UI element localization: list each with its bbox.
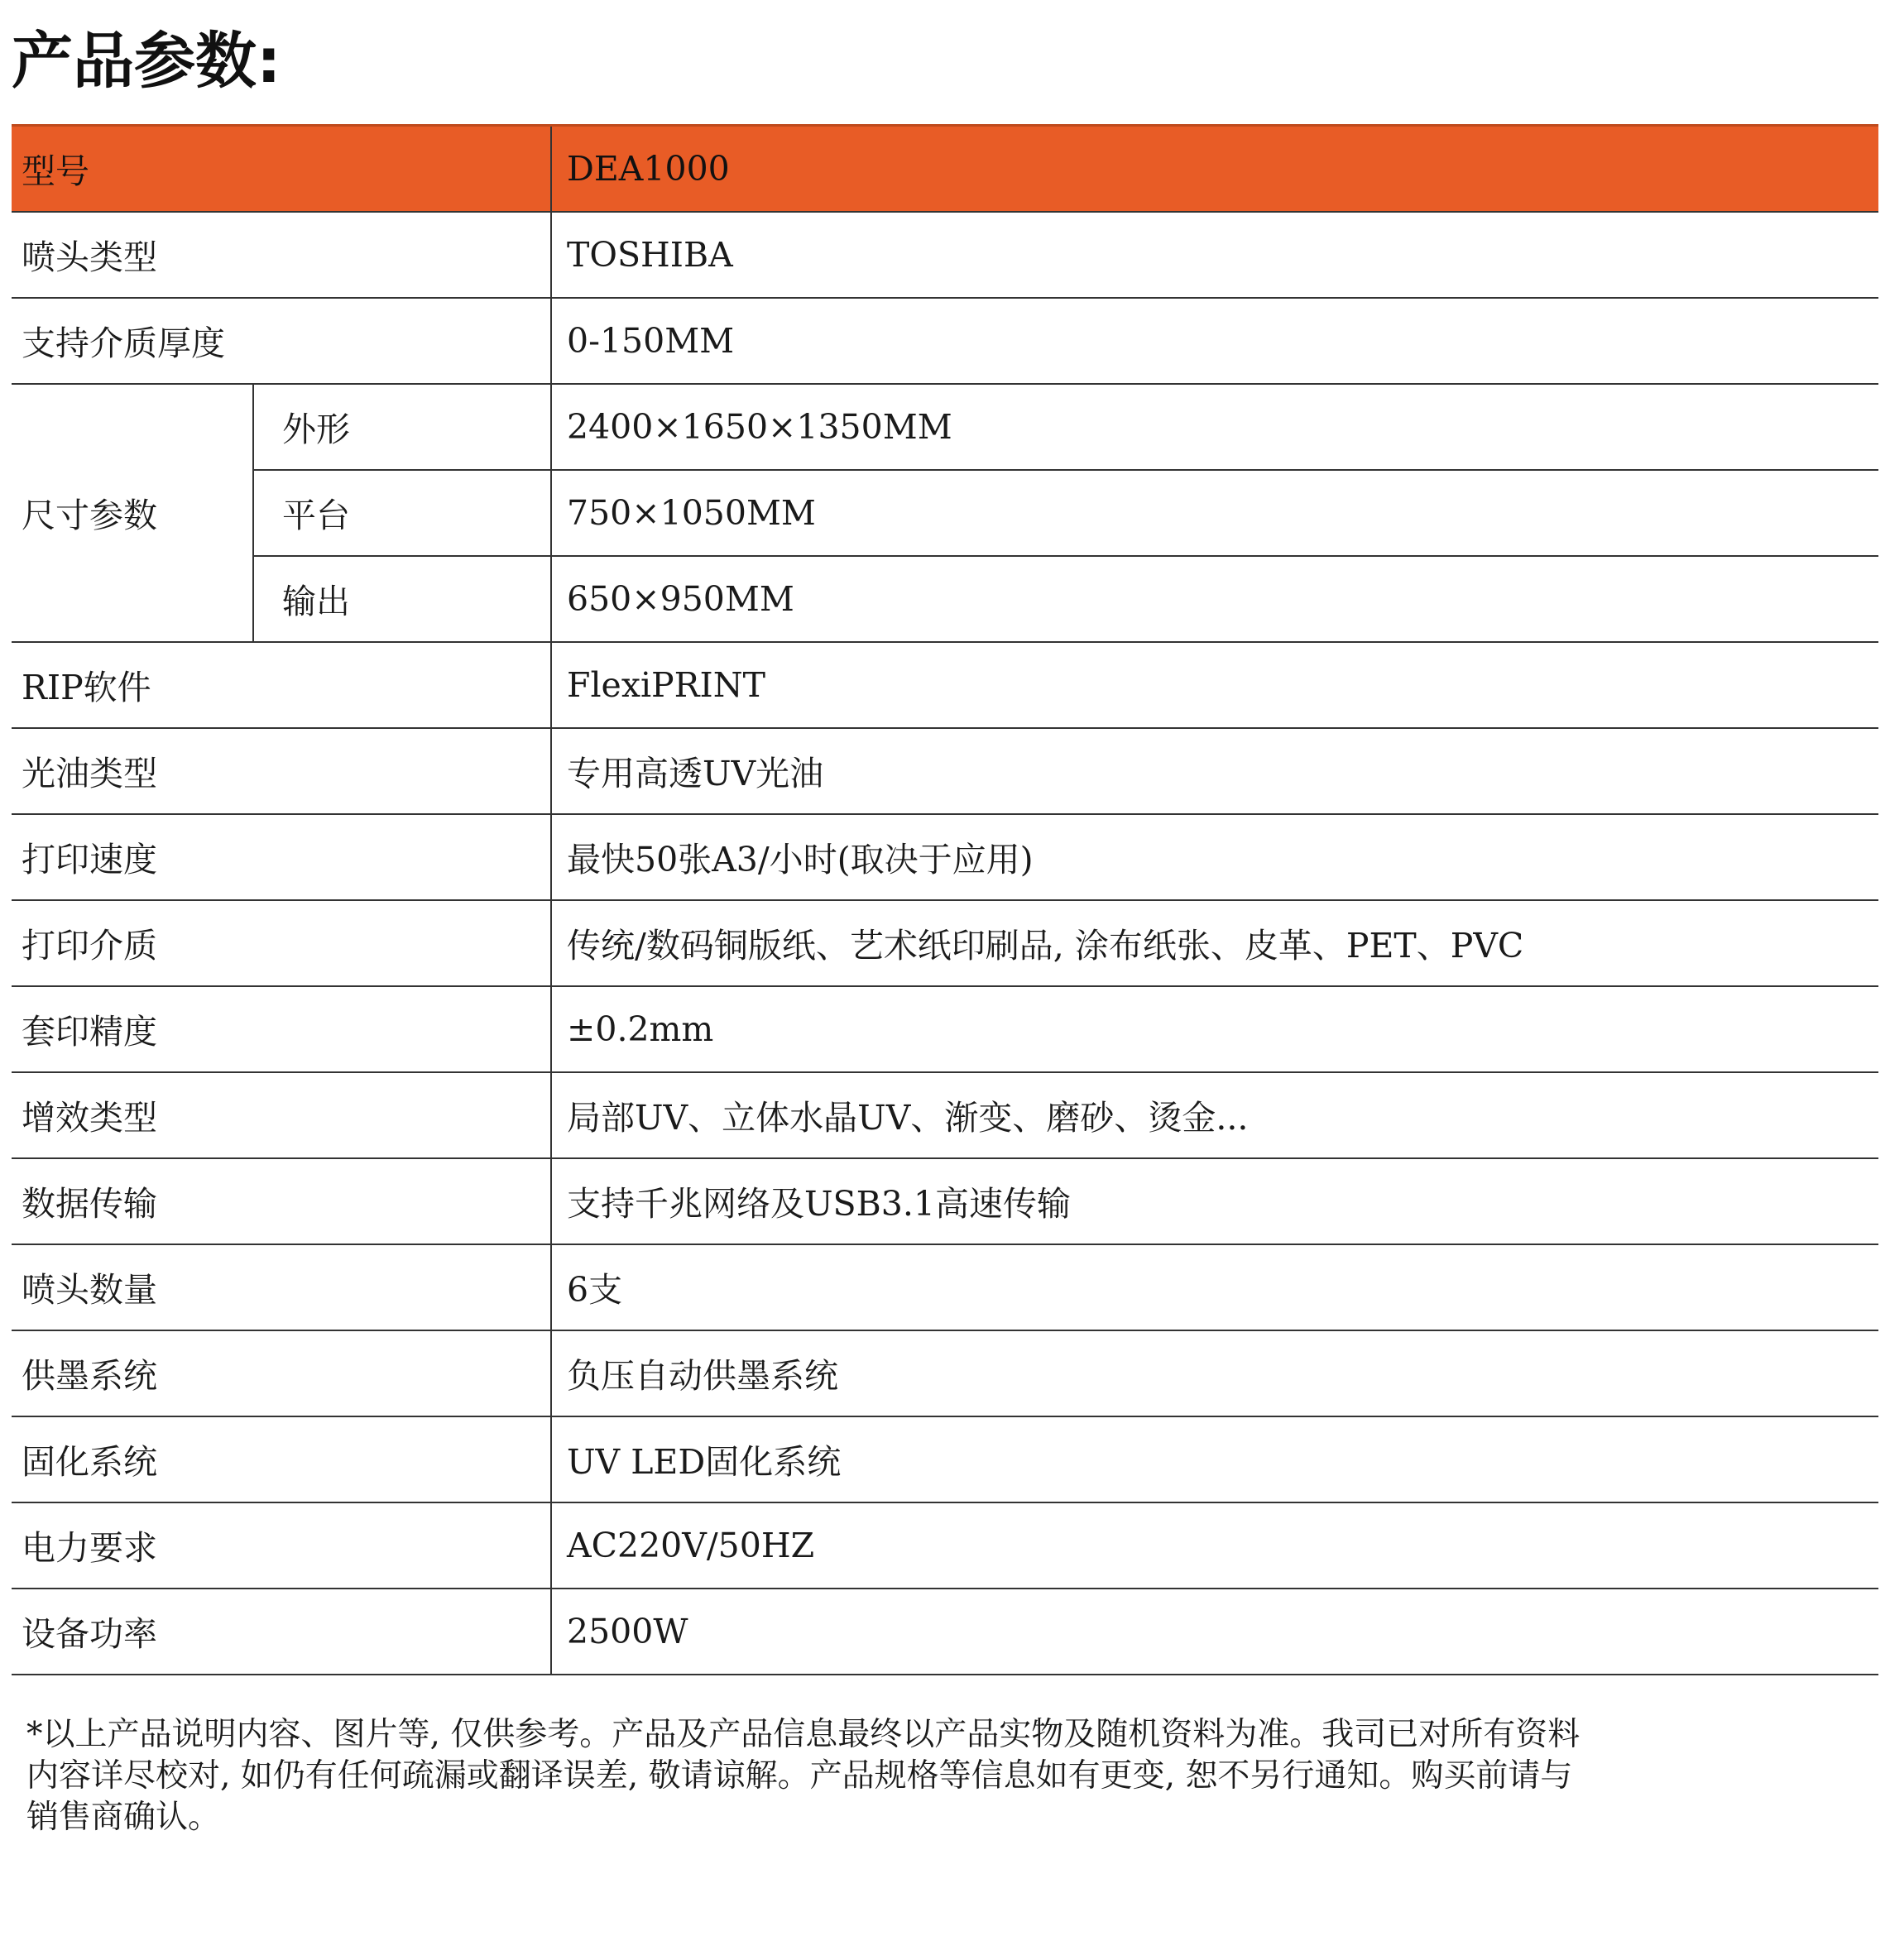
row-label: 打印速度 (12, 814, 551, 900)
table-row (12, 900, 1878, 986)
row-label: 数据传输 (12, 1158, 551, 1244)
row-value: 2400×1650×1350MM (551, 384, 1878, 470)
table-row (12, 212, 1878, 298)
row-value: 专用高透UV光油 (551, 728, 1878, 814)
header-label: 型号 (12, 126, 551, 212)
row-value: AC220V/50HZ (551, 1502, 1878, 1589)
table-row (12, 728, 1878, 814)
row-value: 传统/数码铜版纸、艺术纸印刷品, 涂布纸张、皮革、PET、PVC (551, 900, 1878, 986)
row-label: 支持介质厚度 (12, 298, 551, 384)
row-label: RIP软件 (12, 642, 551, 728)
row-value: 负压自动供墨系统 (551, 1330, 1878, 1416)
row-value: 750×1050MM (551, 470, 1878, 556)
row-value: 0-150MM (551, 298, 1878, 384)
row-value: ±0.2mm (551, 986, 1878, 1072)
note-line: 内容详尽校对, 如仍有任何疏漏或翻译误差, 敬请谅解。产品规格等信息如有更变, 恕不另行通知。购买前请与 (26, 1757, 1573, 1795)
row-label: 电力要求 (12, 1502, 551, 1589)
sub-row-label: 输出 (253, 556, 551, 642)
row-value: 650×950MM (551, 556, 1878, 642)
row-value: 2500W (551, 1589, 1878, 1675)
table-row (12, 1244, 1878, 1330)
spec-table (12, 124, 1878, 1675)
row-label: 增效类型 (12, 1072, 551, 1158)
table-row (12, 814, 1878, 900)
row-label: 固化系统 (12, 1416, 551, 1502)
row-value: 6支 (551, 1244, 1878, 1330)
disclaimer-note (26, 1714, 1681, 1838)
row-label: 喷头类型 (12, 212, 551, 298)
table-row (12, 556, 1878, 642)
sub-row-label: 外形 (253, 384, 551, 470)
table-row (12, 470, 1878, 556)
row-label: 设备功率 (12, 1589, 551, 1675)
note-line: *以上产品说明内容、图片等, 仅供参考。产品及产品信息最终以产品实物及随机资料为准。我司已对所有资料 (26, 1716, 1581, 1753)
table-row (12, 1589, 1878, 1675)
table-row (12, 986, 1878, 1072)
note-line: 销售商确认。 (26, 1799, 221, 1836)
table-row (12, 1072, 1878, 1158)
row-label: 光油类型 (12, 728, 551, 814)
sub-row-label: 平台 (253, 470, 551, 556)
table-row (12, 1158, 1878, 1244)
row-value: UV LED固化系统 (551, 1416, 1878, 1502)
table-row (12, 384, 1878, 470)
row-label: 喷头数量 (12, 1244, 551, 1330)
table-row (12, 1502, 1878, 1589)
row-label: 套印精度 (12, 986, 551, 1072)
row-value: 支持千兆网络及USB3.1高速传输 (551, 1158, 1878, 1244)
row-label: 供墨系统 (12, 1330, 551, 1416)
table-row (12, 1330, 1878, 1416)
row-value: TOSHIBA (551, 212, 1878, 298)
header-value: DEA1000 (551, 126, 1878, 212)
row-label: 打印介质 (12, 900, 551, 986)
row-value: 最快50张A3/小时(取决于应用) (551, 814, 1878, 900)
table-row (12, 642, 1878, 728)
table-row (12, 1416, 1878, 1502)
row-value: 局部UV、立体水晶UV、渐变、磨砂、烫金... (551, 1072, 1878, 1158)
table-header-row (12, 126, 1878, 212)
page-title: 产品参数: (12, 26, 281, 97)
row-value: FlexiPRINT (551, 642, 1878, 728)
table-row (12, 298, 1878, 384)
size-group-label: 尺寸参数 (12, 384, 253, 642)
